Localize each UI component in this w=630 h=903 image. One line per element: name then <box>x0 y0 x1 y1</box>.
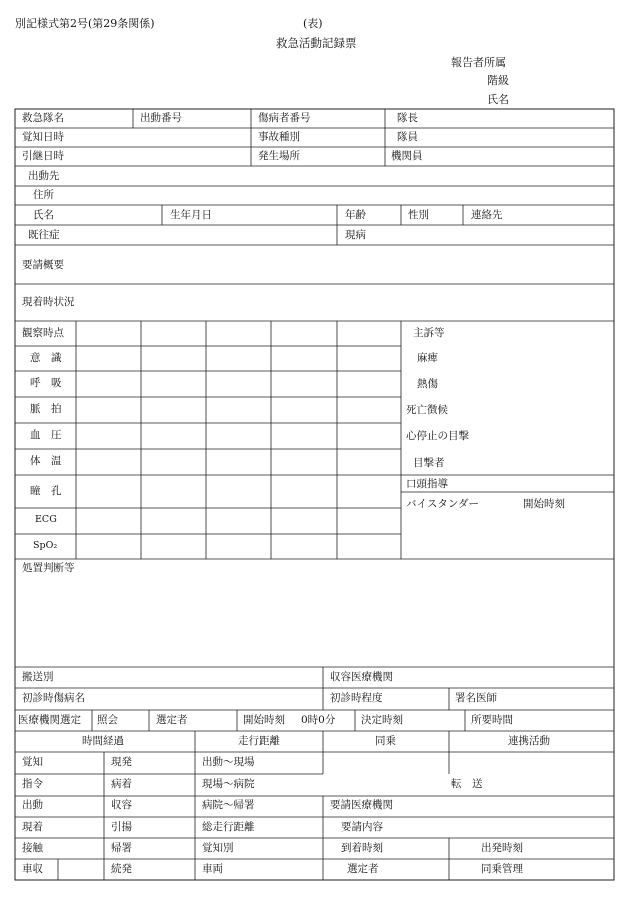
member-label: 隊員 <box>397 131 418 143</box>
age-label: 年齢 <box>345 209 366 221</box>
decision-time-label: 決定時刻 <box>361 714 403 726</box>
form-number: 別記様式第2号(第29条関係) <box>15 17 155 30</box>
place-label: 発生場所 <box>258 150 300 162</box>
oral-instruction-label: 口頭指導 <box>406 478 448 490</box>
address-label: 住所 <box>33 189 54 201</box>
initial-severity-label: 初診時程度 <box>330 692 383 704</box>
signing-doctor-label: 署名医師 <box>455 692 497 704</box>
distance-aware-type-label: 覚知別 <box>202 842 234 854</box>
time-hospital-arrival-label: 病着 <box>111 778 132 790</box>
ecg-label: ECG <box>35 514 57 525</box>
initial-diagnosis-label: 初診時傷病名 <box>22 692 85 704</box>
receiving-hospital-label: 収容医療機関 <box>330 671 393 683</box>
ride-management-label: 同乗管理 <box>481 863 523 875</box>
transfer-label: 転 送 <box>451 778 483 790</box>
time-return-station-label: 帰署 <box>111 842 132 854</box>
required-time-label: 所要時間 <box>471 714 513 726</box>
chief-complaint-label: 主訴等 <box>413 327 445 339</box>
time-aware-label: 覚知 <box>22 756 43 768</box>
distance-vehicle-label: 車両 <box>202 863 223 875</box>
time-command-label: 指令 <box>22 778 43 790</box>
hospital-selection-label: 医療機関選定 <box>18 714 81 726</box>
time-dispatch-label: 出動 <box>22 799 43 811</box>
form-side: (表) <box>303 17 323 30</box>
time-vehicle-return-label: 車収 <box>22 863 43 875</box>
distance-dispatch-scene-label: 出動～現場 <box>202 756 255 768</box>
contact-label: 連絡先 <box>471 209 503 221</box>
arrest-witness-label: 心停止の目撃 <box>406 430 469 442</box>
time-withdraw-label: 引揚 <box>111 821 132 833</box>
witness-label: 目撃者 <box>413 457 445 469</box>
rank-label: 階級 <box>487 74 509 87</box>
engineer-label: 機関員 <box>391 150 423 162</box>
present-illness-label: 現病 <box>345 229 366 241</box>
selection-start-time-label: 開始時刻 <box>243 714 285 726</box>
temperature-label: 体 温 <box>30 455 62 467</box>
paralysis-label: 麻痺 <box>417 352 438 364</box>
transport-type-label: 搬送別 <box>22 671 54 683</box>
bystander-label: バイスタンダー <box>406 498 479 510</box>
respiration-label: 呼 吸 <box>30 377 62 389</box>
handover-time-label: 引継日時 <box>22 150 64 162</box>
departure-time-label: 出発時刻 <box>481 842 523 854</box>
person-name-label: 氏名 <box>33 209 54 221</box>
selector-label: 選定者 <box>156 714 188 726</box>
burn-label: 熱傷 <box>417 378 438 390</box>
accident-type-label: 事故種別 <box>258 131 300 143</box>
inquiry-label: 照会 <box>97 714 118 726</box>
destination-label: 出動先 <box>28 170 60 182</box>
aware-time-label: 覚知日時 <box>22 131 64 143</box>
time-scene-departure-label: 現発 <box>111 756 132 768</box>
distance-total-label: 総走行距離 <box>202 821 255 833</box>
time-consecutive-label: 続発 <box>111 863 132 875</box>
pulse-label: 脈 拍 <box>30 403 62 415</box>
reporter-affiliation-label: 報告者所属 <box>451 56 506 69</box>
request-summary-label: 要請概要 <box>22 259 64 271</box>
team-name-label: 救急隊名 <box>22 112 64 124</box>
request-content-label: 要請内容 <box>341 821 383 833</box>
bystander-start-time-label: 開始時刻 <box>523 498 565 510</box>
request-hospital-label: 要請医療機関 <box>330 799 393 811</box>
distance-header: 走行距離 <box>238 735 280 747</box>
death-sign-label: 死亡徴候 <box>406 404 448 416</box>
spo2-label: SpO₂ <box>33 540 58 551</box>
selection-start-time-value: 0時0分 <box>301 714 336 726</box>
dispatch-number-label: 出動番号 <box>140 112 182 124</box>
cooperation-header: 連携活動 <box>508 735 550 747</box>
observation-point-label: 観察時点 <box>22 327 64 339</box>
birthdate-label: 生年月日 <box>170 209 212 221</box>
arrival-time-label: 到着時刻 <box>341 842 383 854</box>
distance-scene-hospital-label: 現場～病院 <box>202 778 255 790</box>
time-admission-label: 収容 <box>111 799 132 811</box>
treatment-label: 処置判断等 <box>22 562 75 574</box>
time-course-header: 時間経過 <box>82 735 124 747</box>
selector-bottom-label: 選定者 <box>347 863 379 875</box>
blood-pressure-label: 血 圧 <box>30 429 62 441</box>
pupil-label: 瞳 孔 <box>30 485 62 497</box>
arrival-status-label: 現着時状況 <box>22 296 75 308</box>
time-contact-label: 接触 <box>22 842 43 854</box>
patient-number-label: 傷病者番号 <box>258 112 311 124</box>
form-title: 救急活動記録票 <box>276 36 357 50</box>
distance-hospital-station-label: 病院～帰署 <box>202 799 255 811</box>
captain-label: 隊長 <box>397 112 418 124</box>
sex-label: 性別 <box>408 209 429 221</box>
ride-along-header: 同乗 <box>375 735 396 747</box>
consciousness-label: 意 識 <box>30 352 62 364</box>
reporter-name-label: 氏名 <box>487 93 509 106</box>
time-arrival-label: 現着 <box>22 821 43 833</box>
history-label: 既往症 <box>28 229 60 241</box>
